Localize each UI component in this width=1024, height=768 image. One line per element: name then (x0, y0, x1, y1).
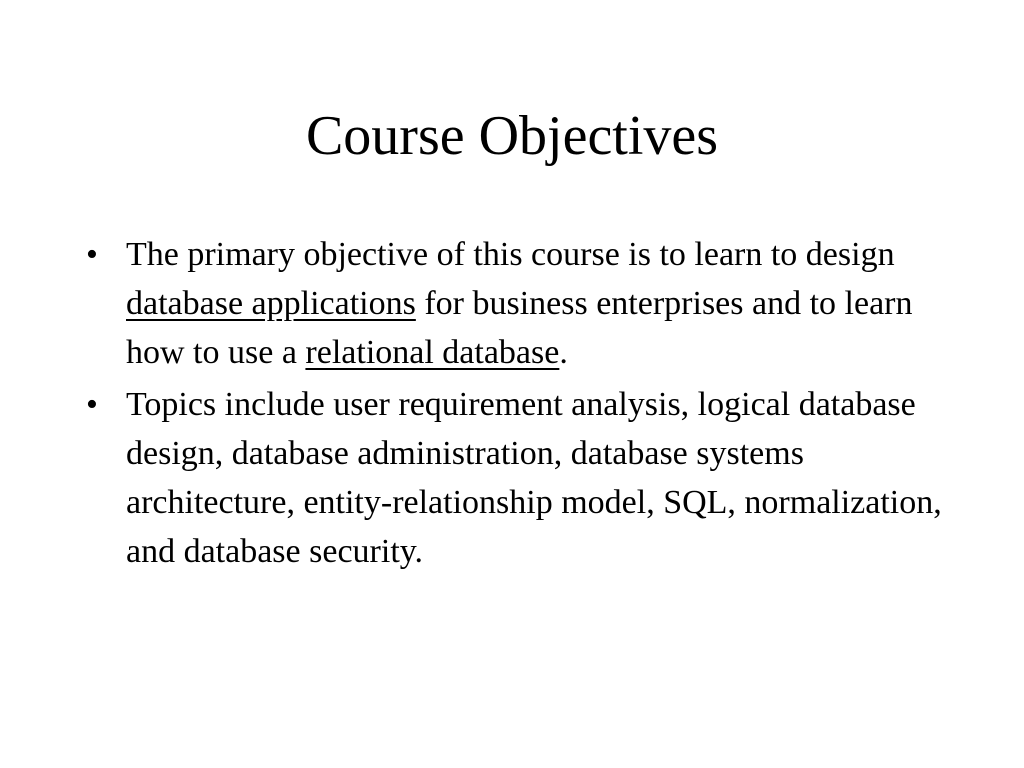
bullet-item-objective (86, 230, 946, 377)
relational-database-link[interactable]: relational database (305, 334, 560, 371)
bullet-text-part: The primary objective of this course is to learn to design (126, 236, 895, 273)
slide-title: Course Objectives (305, 105, 719, 167)
bullet-item-topics (86, 380, 946, 576)
bullet-text: Topics include user requirement analysis, logical database design, database administration, database systems architecture, entity-relationship model, SQL, normalization, and database security. (126, 386, 942, 570)
database-applications-link[interactable]: database applications (126, 285, 416, 322)
bullet-text-part: . (559, 334, 568, 371)
bullet-dot-icon: • (86, 236, 98, 273)
bullet-dot-icon: • (86, 386, 98, 423)
bullet-text-part: for business enterprises and to learn how to use a (126, 285, 913, 371)
bullet-list (86, 230, 946, 579)
